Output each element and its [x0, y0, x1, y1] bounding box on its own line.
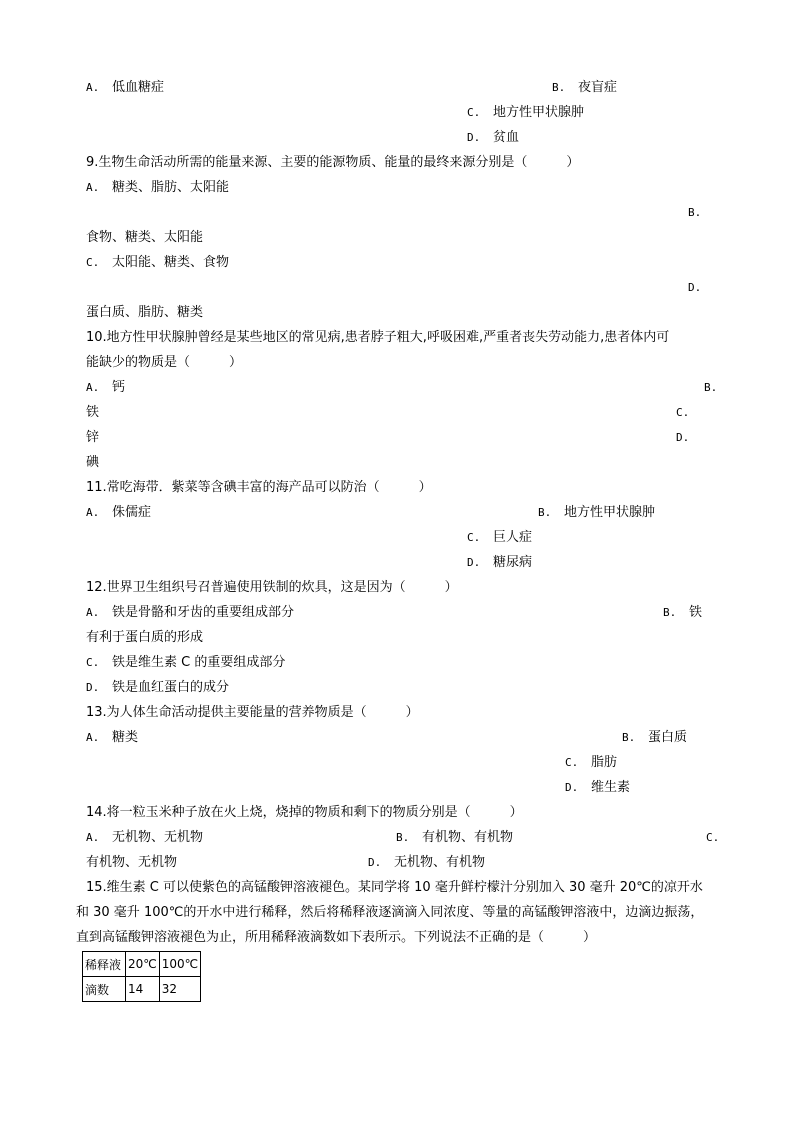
q9-option-c: [86, 254, 229, 272]
option-label: B.: [538, 506, 552, 519]
q13-stem: 13.为人体生命活动提供主要能量的营养物质是（ ）: [86, 705, 419, 720]
option-label: A.: [86, 381, 100, 394]
option-text: 维生素: [591, 780, 631, 795]
table-cell: 20℃: [126, 952, 160, 977]
option-text: 无机物、有机物: [394, 855, 486, 870]
q14-option-c-text: 有机物、无机物: [86, 855, 178, 870]
q12-option-a: [86, 604, 294, 622]
option-label: C.: [467, 531, 481, 544]
q10-option-d-text: 碘: [86, 455, 100, 470]
q15-stem-line2: 和 30 毫升 100℃的开水中进行稀释，然后将稀释液逐滴滴入同浓度、等量的高锰酸钾溶液中，边滴边振荡，: [76, 905, 704, 920]
q10-option-c-label: C.: [676, 406, 690, 419]
q13-option-c: [565, 754, 617, 772]
option-label: B.: [396, 831, 410, 844]
table-cell: 滴数: [83, 977, 126, 1002]
option-label: D.: [565, 781, 579, 794]
option-text: 侏儒症: [112, 505, 152, 520]
q14-stem: 14.将一粒玉米种子放在火上烧，烧掉的物质和剩下的物质分别是（ ）: [86, 805, 523, 820]
q12-option-b-cont: 有利于蛋白质的形成: [86, 630, 204, 645]
option-label: A.: [86, 181, 100, 194]
option-text: 钙: [112, 380, 126, 395]
q10-option-b-label: B.: [704, 381, 718, 394]
table-cell: 14: [126, 977, 160, 1002]
q15-stem-line3: 直到高锰酸钾溶液褪色为止，所用稀释液滴数如下表所示。下列说法不正确的是（ ）: [76, 930, 597, 945]
option-label: C.: [86, 656, 100, 669]
q14-option-c-label: C.: [706, 831, 720, 844]
option-text: 贫血: [493, 130, 520, 145]
option-label: A.: [86, 731, 100, 744]
q14-option-d: [368, 854, 485, 872]
option-label: D.: [86, 681, 100, 694]
option-text: 太阳能、糖类、食物: [112, 255, 230, 270]
option-text: 铁是维生素 C 的重要组成部分: [112, 655, 286, 670]
q9-option-b-label: B.: [688, 206, 702, 219]
q12-option-d: [86, 679, 229, 697]
option-text: 巨人症: [493, 530, 533, 545]
q8-option-a: [86, 79, 164, 97]
option-text: 地方性甲状腺肿: [493, 105, 585, 120]
q12-option-b-start: [663, 604, 702, 622]
option-label: D.: [368, 856, 382, 869]
q11-option-c: [467, 529, 532, 547]
q10-stem-line2: 能缺少的物质是（ ）: [86, 355, 243, 370]
option-text: 地方性甲状腺肿: [564, 505, 656, 520]
option-text: 夜盲症: [578, 80, 618, 95]
dilution-table: [82, 951, 201, 1002]
q10-option-d-label: D.: [676, 431, 690, 444]
option-label: D.: [467, 556, 481, 569]
q9-stem: 9.生物生命活动所需的能量来源、主要的能源物质、能量的最终来源分别是（ ）: [86, 155, 580, 170]
q8-option-d: [467, 129, 519, 147]
table-header-row: [83, 952, 201, 977]
option-label: A.: [86, 606, 100, 619]
option-text: 糖类: [112, 730, 139, 745]
table-cell: 稀释液: [83, 952, 126, 977]
option-label: D.: [467, 131, 481, 144]
q9-option-d-label: D.: [688, 281, 702, 294]
q13-option-b: [622, 729, 687, 747]
option-label: C.: [86, 256, 100, 269]
option-text: 糖类、脂肪、太阳能: [112, 180, 230, 195]
option-text: 低血糖症: [112, 80, 165, 95]
table-cell: 32: [159, 977, 200, 1002]
option-text: 铁: [689, 605, 703, 620]
q8-option-b: [552, 79, 617, 97]
option-label: A.: [86, 506, 100, 519]
q15-stem-line1: 15.维生素 C 可以使紫色的高锰酸钾溶液褪色。某同学将 10 毫升鲜柠檬汁分别加入 30 毫升 20℃的凉开水: [86, 880, 703, 895]
table-cell: 100℃: [159, 952, 200, 977]
q14-option-b: [396, 829, 513, 847]
option-text: 铁是骨骼和牙齿的重要组成部分: [112, 605, 295, 620]
table-row: [83, 977, 201, 1002]
q10-option-a: [86, 379, 125, 397]
option-label: B.: [663, 606, 677, 619]
q10-option-c-text: 锌: [86, 430, 100, 445]
option-label: A.: [86, 81, 100, 94]
q11-option-a: [86, 504, 151, 522]
option-label: B.: [552, 81, 566, 94]
q12-option-c: [86, 654, 285, 672]
q10-option-b-text: 铁: [86, 405, 100, 420]
q13-option-d: [565, 779, 630, 797]
q9-option-b-text: 食物、糖类、太阳能: [86, 230, 204, 245]
option-label: C.: [467, 106, 481, 119]
option-label: A.: [86, 831, 100, 844]
q12-stem: 12.世界卫生组织号召普遍使用铁制的炊具，这是因为（ ）: [86, 580, 458, 595]
q9-option-a: [86, 179, 229, 197]
q14-option-a: [86, 829, 203, 847]
option-label: C.: [565, 756, 579, 769]
option-text: 脂肪: [591, 755, 618, 770]
option-text: 无机物、无机物: [112, 830, 204, 845]
option-text: 糖尿病: [493, 555, 533, 570]
option-text: 铁是血红蛋白的成分: [112, 680, 230, 695]
q8-option-c: [467, 104, 584, 122]
q13-option-a: [86, 729, 138, 747]
q11-option-b: [538, 504, 655, 522]
option-label: B.: [622, 731, 636, 744]
option-text: 有机物、有机物: [422, 830, 514, 845]
option-text: 蛋白质: [648, 730, 688, 745]
q10-stem-line1: 10.地方性甲状腺肿曾经是某些地区的常见病,患者脖子粗大,呼吸困难,严重者丧失劳动能力,患者体内可: [86, 330, 670, 345]
q11-option-d: [467, 554, 532, 572]
q9-option-d-text: 蛋白质、脂肪、糖类: [86, 305, 204, 320]
q11-stem: 11.常吃海带．紫菜等含碘丰富的海产品可以防治（ ）: [86, 480, 432, 495]
